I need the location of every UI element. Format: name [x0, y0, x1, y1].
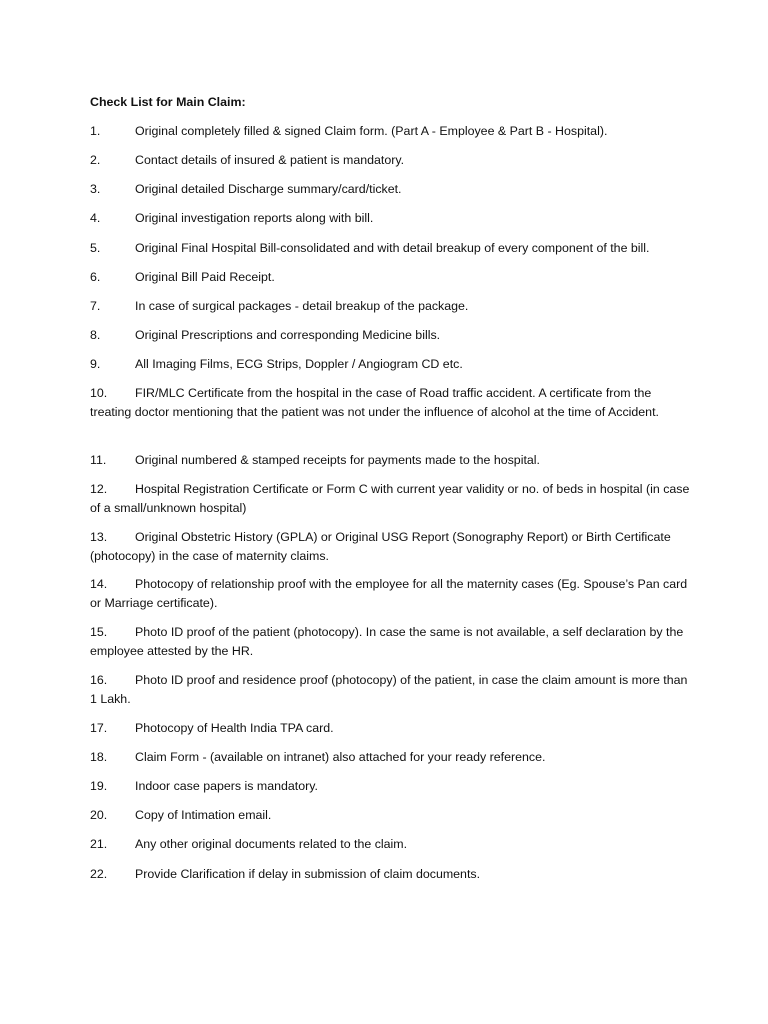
item-text: Contact details of insured & patient is mandatory. — [135, 153, 405, 167]
item-number: 1. — [90, 124, 101, 138]
item-text: Original Bill Paid Receipt. — [135, 270, 275, 284]
item-number: 11. — [90, 453, 107, 467]
checklist-item-18 — [90, 748, 690, 767]
item-number: 7. — [90, 299, 101, 313]
checklist-item-20 — [90, 806, 690, 825]
item-number: 10. — [90, 386, 108, 400]
item-text: Original detailed Discharge summary/card/ticket. — [135, 182, 402, 196]
item-number: 18. — [90, 750, 108, 764]
item-text: Photocopy of Health India TPA card. — [135, 721, 334, 735]
item-number: 14. — [90, 577, 108, 591]
item-number: 9. — [90, 357, 101, 371]
item-text: In case of surgical packages - detail breakup of the package. — [135, 299, 469, 313]
checklist-item-19 — [90, 777, 690, 796]
item-number: 13. — [90, 530, 108, 544]
item-text: Original investigation reports along with bill. — [135, 211, 374, 225]
checklist-item-8 — [90, 326, 690, 345]
checklist-item-14 — [90, 575, 690, 612]
item-number: 5. — [90, 241, 101, 255]
checklist-item-5 — [90, 239, 690, 258]
item-text: Original numbered & stamped receipts for payments made to the hospital. — [135, 453, 540, 467]
item-number: 12. — [90, 482, 108, 496]
item-text: Original completely filled & signed Claim form. (Part A - Employee & Part B - Hospital). — [135, 124, 608, 138]
item-number: 2. — [90, 153, 101, 167]
item-number: 15. — [90, 625, 108, 639]
item-text: Original Prescriptions and corresponding Medicine bills. — [135, 328, 441, 342]
document-title: Check List for Main Claim: — [90, 95, 246, 109]
item-text: Photo ID proof of the patient (photocopy). In case the same is not available, a self declaration by the employee attested by the HR. — [90, 625, 684, 658]
checklist-item-4 — [90, 209, 690, 228]
item-text: Photocopy of relationship proof with the employee for all the maternity cases (Eg. Spouse’s Pan card or Marriage certificate). — [90, 577, 688, 610]
checklist-item-15 — [90, 623, 690, 660]
checklist-item-1 — [90, 122, 690, 141]
checklist-item-17 — [90, 719, 690, 738]
checklist-item-10 — [90, 384, 690, 421]
item-number: 22. — [90, 867, 108, 881]
item-text: Hospital Registration Certificate or Form C with current year validity or no. of beds in hospital (in case of a small/unknown hospital) — [90, 482, 690, 515]
checklist-item-12 — [90, 480, 690, 517]
checklist-item-21 — [90, 835, 690, 854]
item-text: Claim Form - (available on intranet) also attached for your ready reference. — [135, 750, 546, 764]
item-number: 3. — [90, 182, 101, 196]
checklist-item-7 — [90, 297, 690, 316]
item-number: 6. — [90, 270, 101, 284]
item-text: Indoor case papers is mandatory. — [135, 779, 318, 793]
item-number: 16. — [90, 673, 108, 687]
item-text: All Imaging Films, ECG Strips, Doppler / Angiogram CD etc. — [135, 357, 463, 371]
checklist-item-6 — [90, 268, 690, 287]
item-text: Photo ID proof and residence proof (photocopy) of the patient, in case the claim amount is more than 1 Lakh. — [90, 673, 688, 706]
item-number: 21. — [90, 837, 108, 851]
item-number: 20. — [90, 808, 108, 822]
item-text: Copy of Intimation email. — [135, 808, 272, 822]
checklist-item-11 — [90, 451, 690, 470]
item-text: Provide Clarification if delay in submission of claim documents. — [135, 867, 481, 881]
checklist-item-9 — [90, 355, 690, 374]
item-number: 17. — [90, 721, 108, 735]
checklist-item-2 — [90, 151, 690, 170]
checklist-item-22 — [90, 865, 690, 884]
item-number: 8. — [90, 328, 101, 342]
item-number: 4. — [90, 211, 101, 225]
item-text: Original Obstetric History (GPLA) or Original USG Report (Sonography Report) or Birth Certificate (photocopy) in the case of maternity claims. — [90, 530, 671, 563]
item-text: FIR/MLC Certificate from the hospital in the case of Road traffic accident. A certificate from the treating doctor mentioning that the patient was not under the influence of alcohol at the time of Accident. — [90, 386, 659, 419]
checklist-item-3 — [90, 180, 690, 199]
item-number: 19. — [90, 779, 108, 793]
item-text: Any other original documents related to the claim. — [135, 837, 408, 851]
item-text: Original Final Hospital Bill-consolidated and with detail breakup of every component of the bill. — [135, 241, 650, 255]
checklist-item-13 — [90, 528, 690, 565]
checklist-item-16 — [90, 671, 690, 708]
